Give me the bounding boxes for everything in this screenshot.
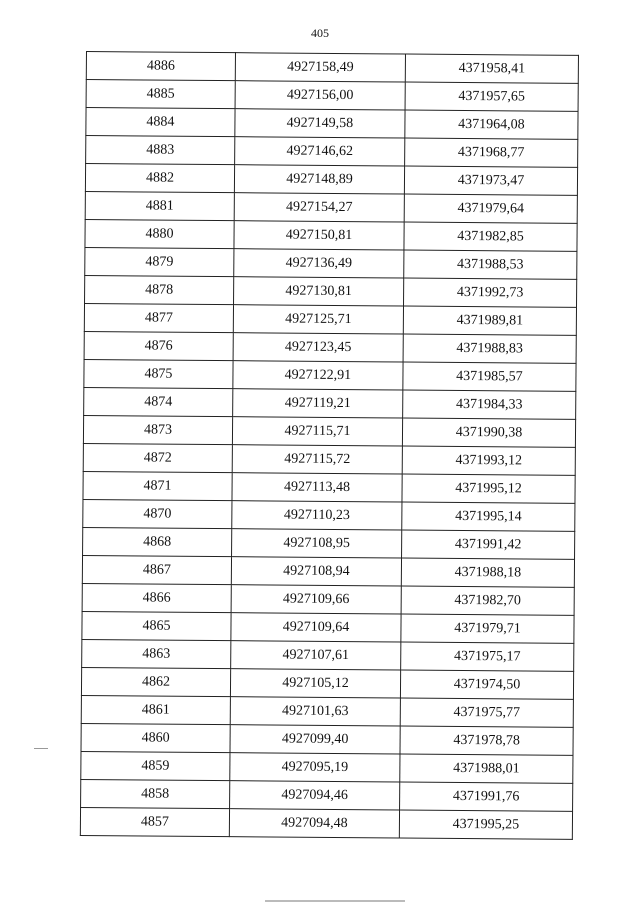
y-coordinate-cell: 4371973,47	[404, 166, 577, 195]
table-row	[82, 555, 574, 587]
table-row	[85, 247, 577, 279]
x-coordinate-cell: 4927105,12	[230, 669, 400, 698]
y-coordinate-cell: 4371975,17	[401, 642, 574, 671]
point-number-cell: 4859	[81, 751, 230, 780]
x-coordinate-cell: 4927113,48	[232, 473, 402, 502]
table-row	[81, 695, 573, 727]
point-number-cell: 4867	[82, 555, 231, 584]
table-row	[83, 471, 575, 503]
table-row	[84, 359, 576, 391]
x-coordinate-cell: 4927122,91	[233, 361, 403, 390]
table-row	[84, 303, 576, 335]
table-row	[84, 387, 576, 419]
x-coordinate-cell: 4927125,71	[233, 305, 403, 334]
point-number-cell: 4861	[81, 695, 230, 724]
point-number-cell: 4870	[83, 499, 232, 528]
x-coordinate-cell: 4927094,46	[230, 781, 400, 810]
y-coordinate-cell: 4371995,14	[402, 502, 575, 531]
x-coordinate-cell: 4927107,61	[231, 641, 401, 670]
point-number-cell: 4881	[85, 191, 234, 220]
y-coordinate-cell: 4371964,08	[405, 110, 578, 139]
y-coordinate-cell: 4371992,73	[404, 278, 577, 307]
table-row	[86, 80, 578, 112]
point-number-cell: 4883	[86, 136, 235, 165]
point-number-cell: 4865	[82, 611, 231, 640]
table-row	[85, 275, 577, 307]
y-coordinate-cell: 4371991,42	[402, 530, 575, 559]
point-number-cell: 4879	[85, 247, 234, 276]
table-row	[81, 723, 573, 755]
x-coordinate-cell: 4927130,81	[234, 277, 404, 306]
table-row	[83, 499, 575, 531]
point-number-cell: 4866	[82, 583, 231, 612]
y-coordinate-cell: 4371978,78	[400, 726, 573, 755]
table-row	[82, 611, 574, 643]
point-number-cell: 4882	[85, 164, 234, 193]
x-coordinate-cell: 4927115,71	[232, 417, 402, 446]
point-number-cell: 4877	[84, 303, 233, 332]
x-coordinate-cell: 4927095,19	[230, 753, 400, 782]
y-coordinate-cell: 4371985,57	[403, 362, 576, 391]
y-coordinate-cell: 4371988,18	[401, 558, 574, 587]
point-number-cell: 4863	[82, 639, 231, 668]
table-row	[86, 52, 578, 84]
x-coordinate-cell: 4927136,49	[234, 249, 404, 278]
table-row	[86, 136, 578, 168]
y-coordinate-cell: 4371988,01	[400, 754, 573, 783]
table-row	[83, 527, 575, 559]
table-row	[83, 415, 575, 447]
y-coordinate-cell: 4371979,64	[404, 194, 577, 223]
x-coordinate-cell: 4927154,27	[234, 193, 404, 222]
y-coordinate-cell: 4371984,33	[403, 390, 576, 419]
x-coordinate-cell: 4927110,23	[232, 501, 402, 530]
table-row	[80, 807, 572, 839]
y-coordinate-cell: 4371988,83	[403, 334, 576, 363]
y-coordinate-cell: 4371968,77	[405, 138, 578, 167]
point-number-cell: 4862	[81, 667, 230, 696]
y-coordinate-cell: 4371989,81	[403, 306, 576, 335]
y-coordinate-cell: 4371979,71	[401, 614, 574, 643]
table-row	[81, 667, 573, 699]
point-number-cell: 4872	[83, 443, 232, 472]
table-row	[86, 108, 578, 140]
x-coordinate-cell: 4927146,62	[235, 137, 405, 166]
x-coordinate-cell: 4927150,81	[234, 221, 404, 250]
y-coordinate-cell: 4371991,76	[400, 782, 573, 811]
y-coordinate-cell: 4371995,25	[399, 810, 572, 839]
y-coordinate-cell: 4371988,53	[404, 250, 577, 279]
y-coordinate-cell: 4371975,77	[400, 698, 573, 727]
table-row	[82, 639, 574, 671]
y-coordinate-cell: 4371993,12	[402, 446, 575, 475]
table-row	[85, 164, 577, 196]
x-coordinate-cell: 4927115,72	[232, 445, 402, 474]
x-coordinate-cell: 4927158,49	[235, 53, 405, 82]
x-coordinate-cell: 4927109,66	[231, 585, 401, 614]
point-number-cell: 4873	[83, 415, 232, 444]
point-number-cell: 4875	[84, 359, 233, 388]
point-number-cell: 4886	[86, 52, 235, 81]
table-row	[81, 779, 573, 811]
x-coordinate-cell: 4927119,21	[233, 389, 403, 418]
table-row	[84, 331, 576, 363]
point-number-cell: 4876	[84, 331, 233, 360]
table-row	[85, 191, 577, 223]
point-number-cell: 4868	[83, 527, 232, 556]
x-coordinate-cell: 4927094,48	[229, 809, 399, 838]
table-row	[83, 443, 575, 475]
table-row	[82, 583, 574, 615]
point-number-cell: 4885	[86, 80, 235, 109]
x-coordinate-cell: 4927108,95	[232, 529, 402, 558]
x-coordinate-cell: 4927123,45	[233, 333, 403, 362]
point-number-cell: 4884	[86, 108, 235, 137]
table-body	[80, 52, 578, 840]
x-coordinate-cell: 4927101,63	[230, 697, 400, 726]
page-number: 405	[311, 26, 329, 40]
x-coordinate-cell: 4927109,64	[231, 613, 401, 642]
y-coordinate-cell: 4371995,12	[402, 474, 575, 503]
y-coordinate-cell: 4371990,38	[402, 418, 575, 447]
x-coordinate-cell: 4927099,40	[230, 725, 400, 754]
y-coordinate-cell: 4371958,41	[405, 54, 578, 83]
point-number-cell: 4874	[84, 387, 233, 416]
margin-mark	[34, 748, 48, 749]
y-coordinate-cell: 4371982,85	[404, 222, 577, 251]
x-coordinate-cell: 4927156,00	[235, 81, 405, 110]
point-number-cell: 4871	[83, 471, 232, 500]
coordinates-table	[80, 51, 579, 840]
x-coordinate-cell: 4927148,89	[234, 165, 404, 194]
point-number-cell: 4878	[85, 275, 234, 304]
point-number-cell: 4880	[85, 219, 234, 248]
bottom-edge-line	[265, 900, 405, 902]
y-coordinate-cell: 4371957,65	[405, 82, 578, 111]
x-coordinate-cell: 4927108,94	[231, 557, 401, 586]
y-coordinate-cell: 4371974,50	[400, 670, 573, 699]
table-row	[85, 219, 577, 251]
point-number-cell: 4860	[81, 723, 230, 752]
x-coordinate-cell: 4927149,58	[235, 109, 405, 138]
point-number-cell: 4858	[81, 779, 230, 808]
table-row	[81, 751, 573, 783]
point-number-cell: 4857	[80, 807, 229, 836]
y-coordinate-cell: 4371982,70	[401, 586, 574, 615]
